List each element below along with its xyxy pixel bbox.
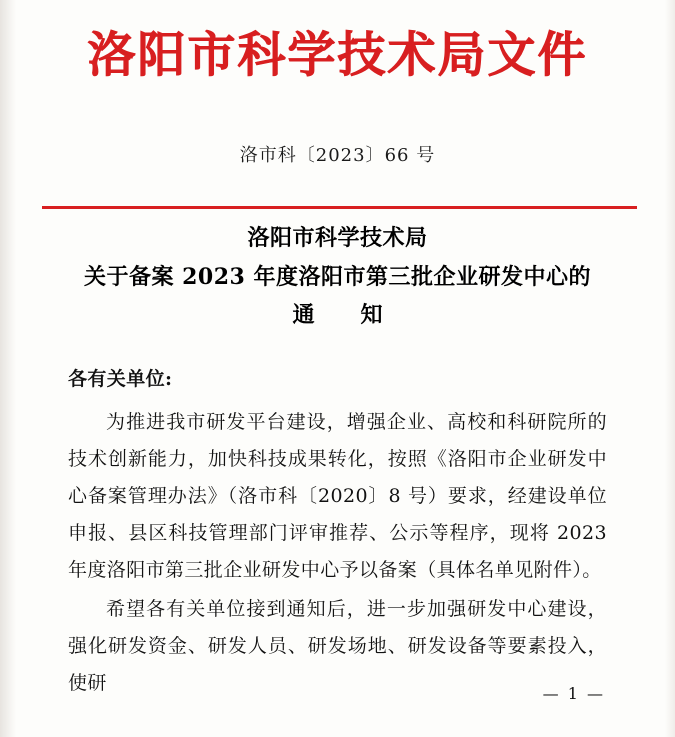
document-body [68, 361, 607, 702]
document-title-block [0, 219, 675, 335]
body-paragraph-2: 希望各有关单位接到通知后，进一步加强研发中心建设，强化研发资金、研发人员、研发场地、研发设备等要素投入，使研 [68, 597, 607, 695]
document-number: 洛市科〔2023〕66 号 [239, 145, 436, 167]
masthead [0, 0, 675, 83]
title-notice-word: 通 知 [292, 302, 395, 329]
masthead-title: 洛阳市科学技术局文件 [87, 27, 588, 83]
body-paragraph-1: 为推进我市研发平台建设，增强企业、高校和科研院所的技术创新能力，加快科技成果转化，按照《洛阳市企业研发中心备案管理办法》（洛市科〔2020〕8 号）要求，经建设单位申报、县区科技管理部门评审推荐、公示等程序，现将 2023 年度洛阳市第三批企业研发中心予以备案（具体名单见附件）。 [68, 410, 607, 581]
salutation: 各有关单位: [68, 367, 173, 390]
title-subject: 关于备案 2023 年度洛阳市第三批企业研发中心的 [83, 263, 592, 290]
page-number: — 1 — [542, 684, 605, 703]
red-divider-rule [42, 206, 637, 209]
title-issuer: 洛阳市科学技术局 [247, 225, 428, 252]
